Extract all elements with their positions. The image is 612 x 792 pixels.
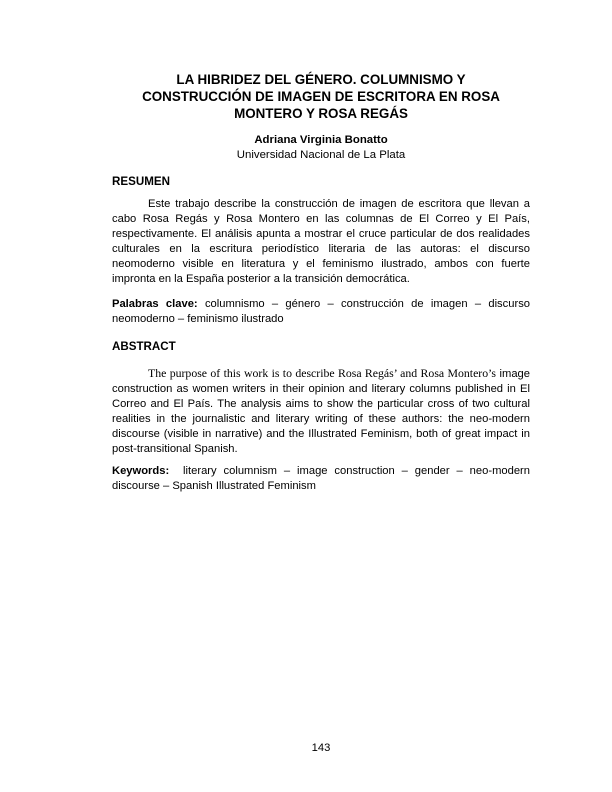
resumen-paragraph <box>112 197 530 287</box>
paper-title <box>112 71 530 122</box>
author-name: Adriana Virginia Bonatto <box>254 134 388 146</box>
keywords-text: literary columnism – image construction – gender – neo-modern discourse – Spanish Illustrated Feminism <box>112 465 531 492</box>
author-affiliation: Universidad Nacional de La Plata <box>236 149 406 161</box>
palabras-clave-text: columnismo – género – construcción de imagen – discurso neomoderno – feminismo ilustrado <box>112 298 531 325</box>
keywords-label: Keywords: <box>112 465 170 477</box>
title-line-3: MONTERO Y ROSA REGÁS <box>234 106 408 121</box>
palabras-clave <box>112 297 530 327</box>
page-number: 143 <box>311 742 331 754</box>
keywords <box>112 464 530 494</box>
resumen-body: Este trabajo describe la construcción de imagen de escritora que llevan a cabo Rosa Regás y Rosa Montero en las columnas de El Correo y El País, respectivamente. El análisis apunta a mostrar el cruce particular de dos realidades culturales en la escritura periodístico literaria de las autoras: el discurso neomoderno visible en literatura y el feminismo ilustrado, ambos con fuerte impronta en la España posterior a la transición democrática. <box>112 198 530 285</box>
title-line-2: CONSTRUCCIÓN DE IMAGEN DE ESCRITORA EN ROSA <box>142 89 500 104</box>
abstract-paragraph <box>112 366 530 457</box>
resumen-heading: RESUMEN <box>112 175 170 188</box>
title-line-1: LA HIBRIDEZ DEL GÉNERO. COLUMNISMO Y <box>176 72 466 87</box>
palabras-clave-label: Palabras clave: <box>112 298 198 310</box>
abstract-heading: ABSTRACT <box>112 340 176 353</box>
abstract-body-rest: image construction as women writers in their opinion and literary columns published in El Correo and El País. The analysis aims to show the particular cross of two cultural realities in the journalistic and literary writing of these authors: the neo-modern discourse (visible in narrative) and the Illustrated Feminism, both of great impact in post-transitional Spanish. <box>112 368 531 455</box>
abstract-body-first: The purpose of this work is to describe Rosa Regás’ and Rosa Montero’s <box>148 366 497 380</box>
